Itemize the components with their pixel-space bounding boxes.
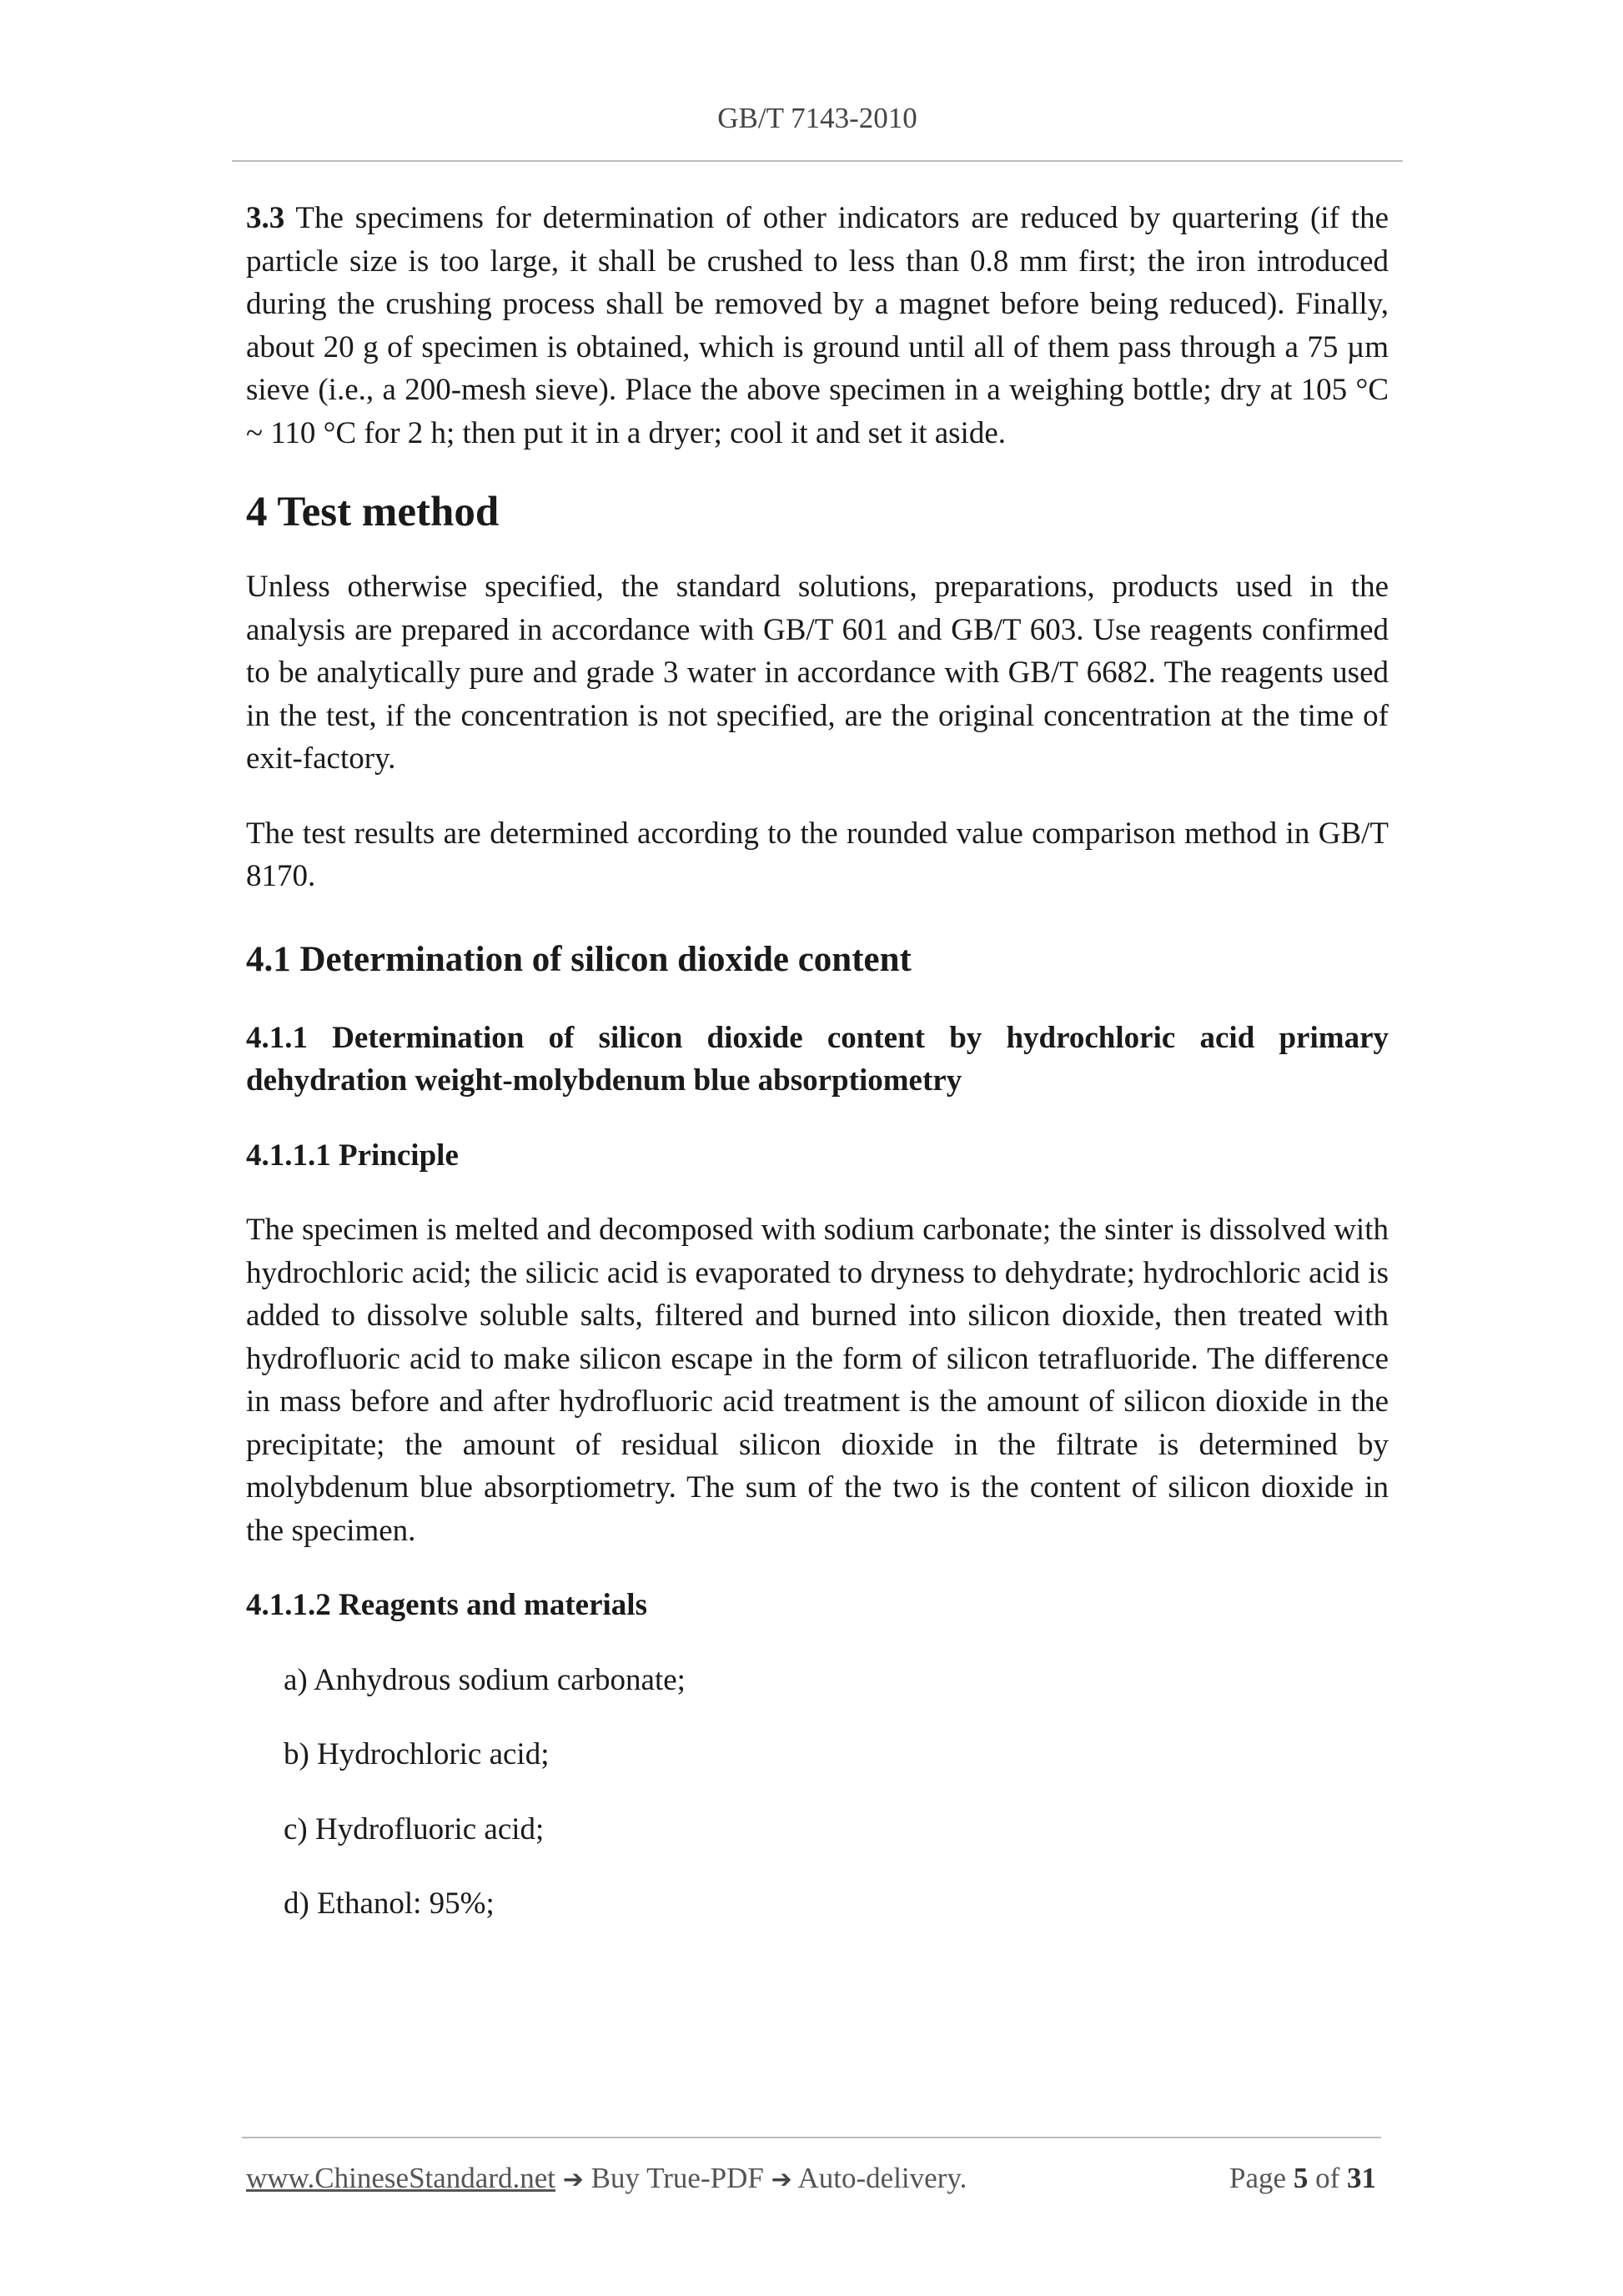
section-4-1-1-1-heading: 4.1.1.1 Principle	[246, 1138, 459, 1173]
page-number	[1229, 2159, 1376, 2198]
header-divider	[232, 160, 1403, 162]
current-page-number: 5	[1293, 2162, 1309, 2194]
section-4-paragraph-1: Unless otherwise specified, the standard solutions, preparations, products used in the analysis are prepared in accordance with GB/T 601 and GB/T 603. Use reagents confirmed to be analytically pure and grade 3 water in accordance with GB/T 6682. The reagents used in the test, if the concentration is not specified, are the original concentration at the time of exit-factory.	[246, 570, 1389, 776]
section-4-1-heading: 4.1 Determination of silicon dioxide content	[246, 939, 912, 979]
of-label: of	[1308, 2162, 1347, 2194]
section-4-heading: 4 Test method	[246, 489, 500, 535]
section-4-1-1-2-heading: 4.1.1.2 Reagents and materials	[246, 1588, 647, 1622]
total-pages-number: 31	[1347, 2162, 1376, 2194]
page-content	[246, 197, 1389, 1926]
page-label: Page	[1229, 2162, 1294, 2194]
reagent-list-item: d) Ethanol: 95%;	[284, 1887, 495, 1921]
page-header-doc-id: GB/T 7143-2010	[717, 102, 917, 134]
reagent-list-item: c) Hydrofluoric acid;	[284, 1811, 545, 1846]
arrow-right-icon: ➔	[771, 2165, 792, 2194]
section-3-3-number: 3.3	[246, 201, 285, 235]
buy-true-pdf-text: Buy True-PDF	[583, 2162, 771, 2194]
section-4-paragraph-2: The test results are determined according to the rounded value comparison method in GB/T 8170.	[246, 816, 1389, 893]
auto-delivery-text: Auto-delivery.	[791, 2162, 967, 2194]
chinese-standard-link[interactable]: www.ChineseStandard.net	[246, 2162, 555, 2194]
section-4-1-1-1-text: The specimen is melted and decomposed with sodium carbonate; the sinter is dissolved with hydrochloric acid; the silicic acid is evaporated to dryness to dehydrate; hydrochloric acid is added to dissolve soluble salts, filtered and burned into silicon dioxide, then treated with hydrofluoric acid to make silicon escape in the form of silicon tetrafluoride. The difference in mass before and after hydrofluoric acid treatment is the amount of silicon dioxide in the precipitate; the amount of residual silicon dioxide in the filtrate is determined by molybdenum blue absorptiometry. The sum of the two is the content of silicon dioxide in the specimen.	[246, 1213, 1389, 1548]
reagent-list-item: a) Anhydrous sodium carbonate;	[284, 1662, 686, 1697]
reagent-list-item: b) Hydrochloric acid;	[284, 1737, 550, 1771]
section-3-3-paragraph	[246, 197, 1389, 455]
section-4-1-1-heading: 4.1.1 Determination of silicon dioxide content by hydrochloric acid primary dehydration weight-molybdenum blue absorptiometry	[246, 1020, 1389, 1098]
section-3-3-text: The specimens for determination of other indicators are reduced by quartering (if the particle size is too large, it shall be crushed to less than 0.8 mm first; the iron introduced during the crushing process shall be removed by a magnet before being reduced). Finally, about 20 g of specimen is obtained, which is ground until all of them pass through a 75 µm sieve (i.e., a 200-mesh sieve). Place the above specimen in a weighing bottle; dry at 105 °C ~ 110 °C for 2 h; then put it in a dryer; cool it and set it aside.	[246, 201, 1389, 450]
arrow-right-icon: ➔	[562, 2165, 584, 2194]
footer-divider	[242, 2137, 1381, 2138]
footer-promo	[246, 2159, 967, 2199]
